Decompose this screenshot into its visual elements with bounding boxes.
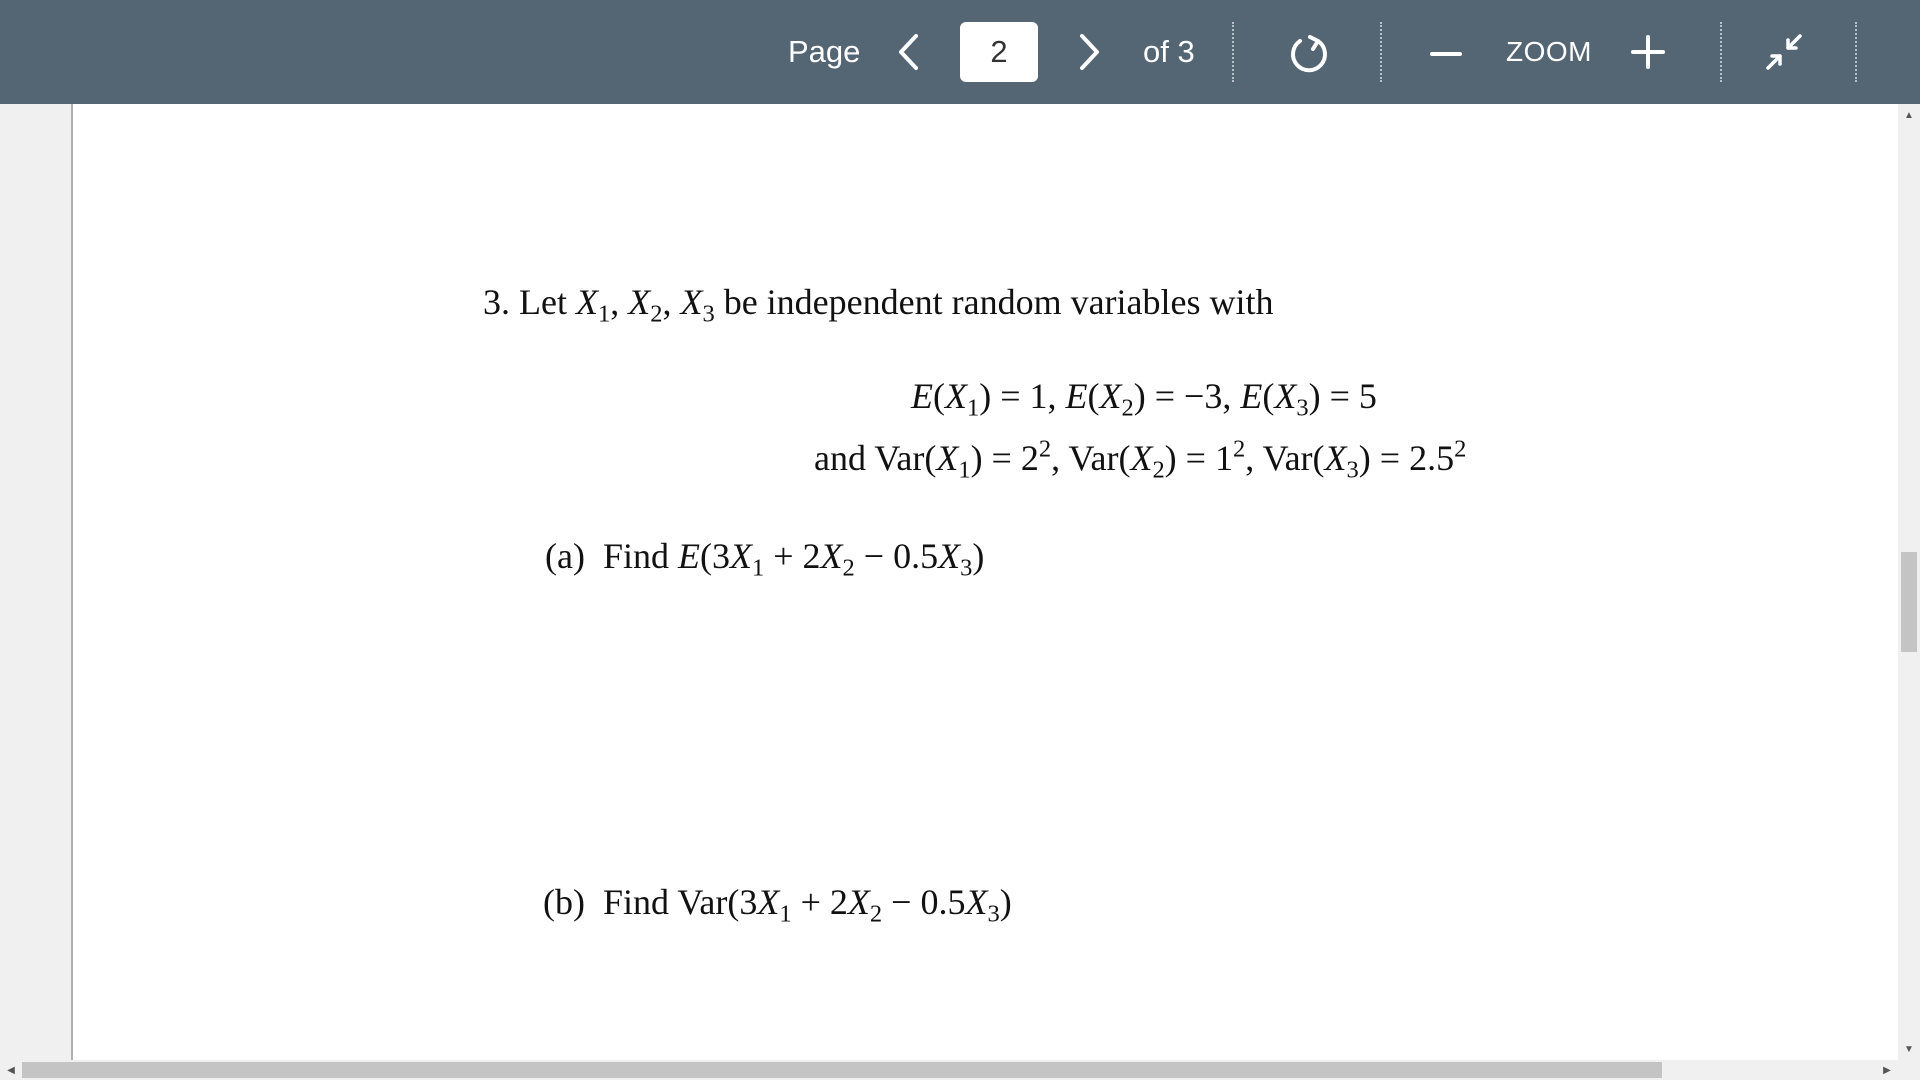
previous-page-button[interactable] [892,28,924,76]
vertical-scroll-thumb[interactable] [1901,552,1917,652]
question-intro: 3. Let $X_1$, $X_2$, $X_3$ be independent random variables with [483,282,1274,328]
toolbar-divider [1232,22,1234,82]
zoom-label: ZOOM [1506,36,1592,67]
scrollbar-corner [1898,1060,1920,1080]
next-page-button[interactable] [1074,28,1106,76]
part-b: (b) Find $Var(3X_1 + 2X_2 - 0.5X_3)$ [543,882,1012,928]
page-count-label: of 3 [1143,34,1195,69]
toolbar [0,0,1920,104]
toolbar-divider [1380,22,1382,82]
vertical-scrollbar[interactable] [1898,104,1920,1060]
page-label: Page [788,34,861,69]
rotate-icon [1287,31,1331,75]
expectation-equations: $E(X_1) = 1$, $E(X_2) = -3$, $E(X_3) = 5$ [911,376,1377,422]
exit-fullscreen-button[interactable] [1762,30,1806,74]
collapse-icon [1764,32,1804,72]
part-a: (a) Find $E(3X_1 + 2X_2 - 0.5X_3)$ [545,536,985,582]
document-page [71,104,1901,1060]
scroll-right-arrow[interactable]: ▶ [1883,1064,1891,1076]
scroll-left-arrow[interactable]: ◀ [7,1064,15,1076]
scroll-down-arrow[interactable]: ▼ [1904,1043,1914,1055]
chevron-left-icon [896,32,920,72]
toolbar-divider [1855,22,1857,82]
horizontal-scroll-thumb[interactable] [22,1062,1662,1078]
variance-equations: and $Var(X_1) = 2^2$, $Var(X_2) = 1^2$, $Var(X_3) = 2.5^2$ [814,435,1467,484]
page-number-input[interactable] [960,22,1038,82]
plus-icon [1630,34,1666,70]
chevron-right-icon [1078,32,1102,72]
horizontal-scrollbar[interactable] [0,1060,1898,1080]
toolbar-divider [1720,22,1722,82]
document-viewer [0,104,1920,1060]
rotate-button[interactable] [1284,28,1334,78]
zoom-in-button[interactable] [1626,30,1670,74]
minus-icon [1429,35,1463,69]
zoom-out-button[interactable] [1426,32,1466,72]
scroll-up-arrow[interactable]: ▲ [1904,109,1914,121]
